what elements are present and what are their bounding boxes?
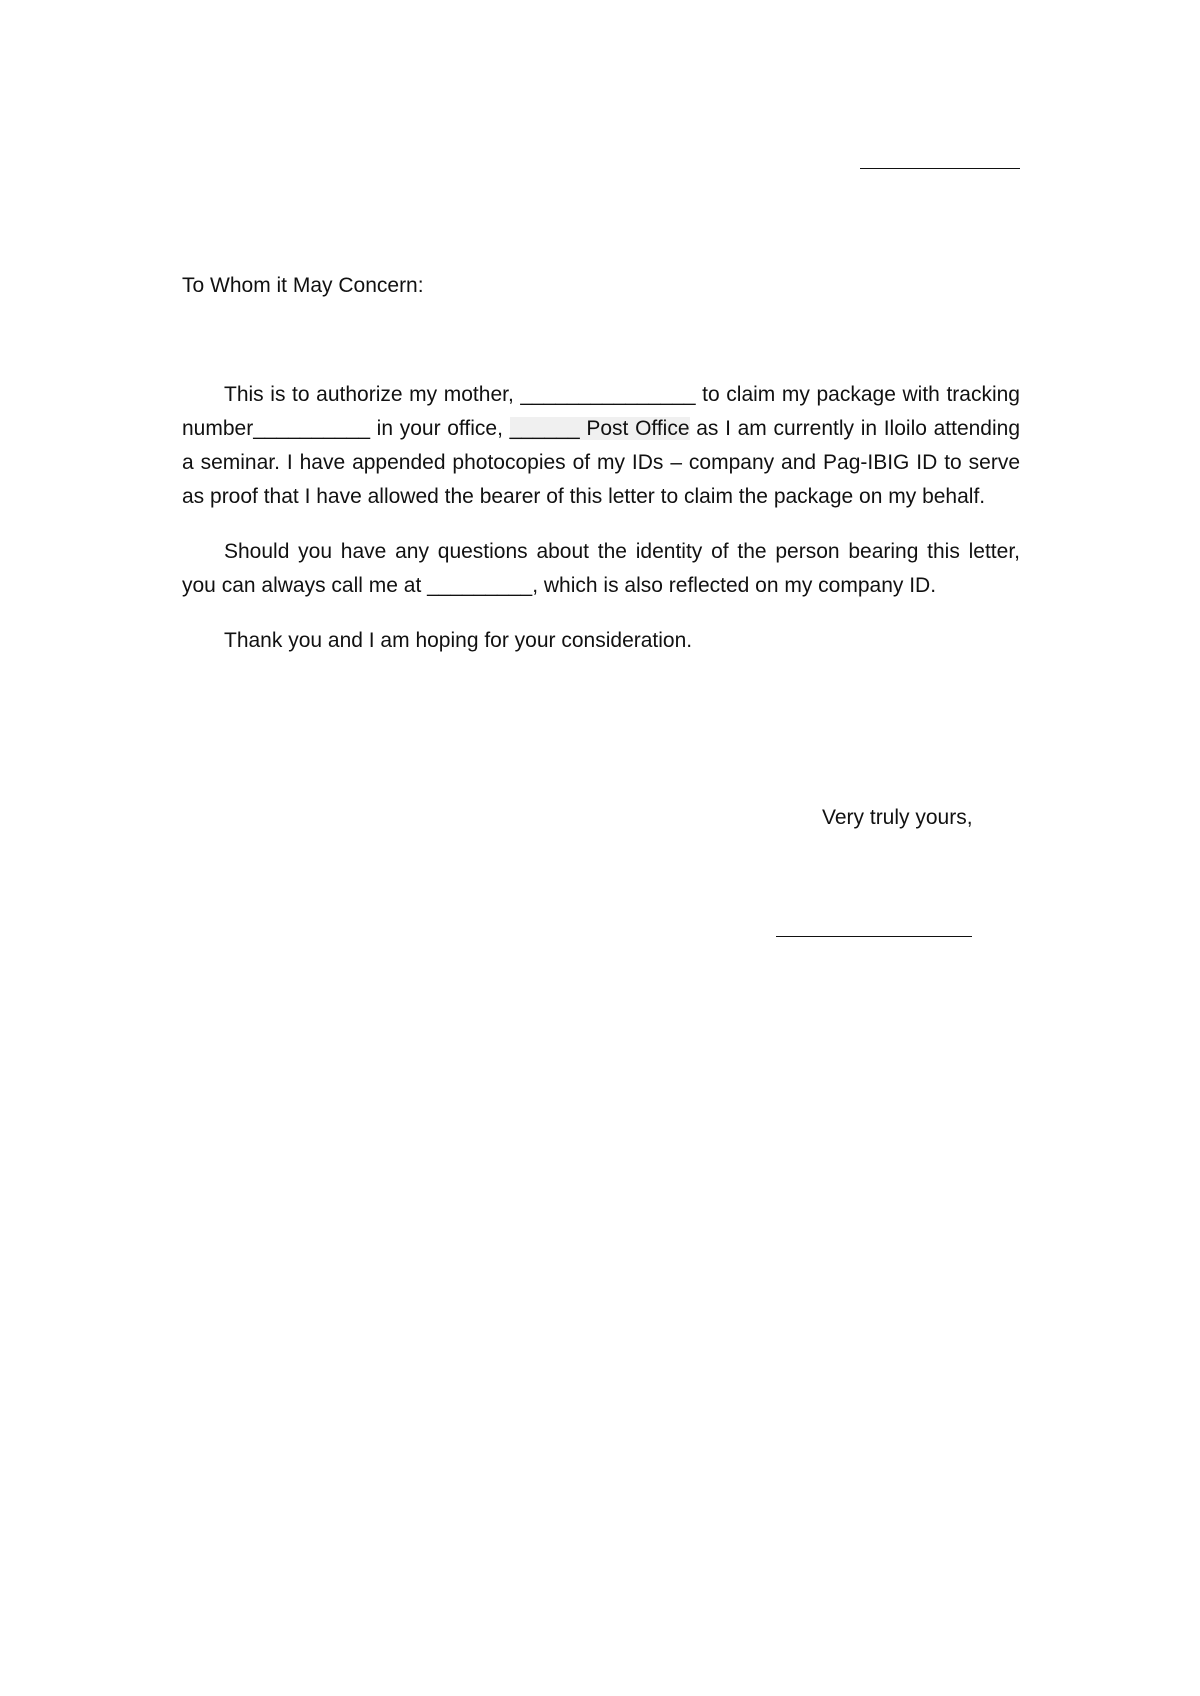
post-office-highlight: ______ Post Office	[509, 417, 690, 440]
salutation: To Whom it May Concern:	[182, 274, 424, 297]
closing: Very truly yours,	[822, 806, 973, 829]
thanks-paragraph: Thank you and I am hoping for your consideration.	[224, 629, 693, 652]
date-blank-line	[860, 168, 1020, 169]
authorization-text-end: as I am currently in Iloilo attending a seminar. I have appended photocopies of my IDs – company and Pag-IBIG ID to serve as proof that I have allowed the bearer of this letter to claim the package on my behalf.	[182, 417, 1021, 508]
authorization-paragraph	[182, 378, 1020, 514]
signature-blank-line	[776, 936, 972, 937]
authorization-text-start: This is to authorize my mother, _______________ to claim my package with tracking number__________ in your office,	[182, 383, 1020, 440]
contact-paragraph: Should you have any questions about the identity of the person bearing this letter, you can always call me at _________, which is also reflected on my company ID.	[182, 540, 1020, 597]
letter-body	[182, 378, 1020, 679]
